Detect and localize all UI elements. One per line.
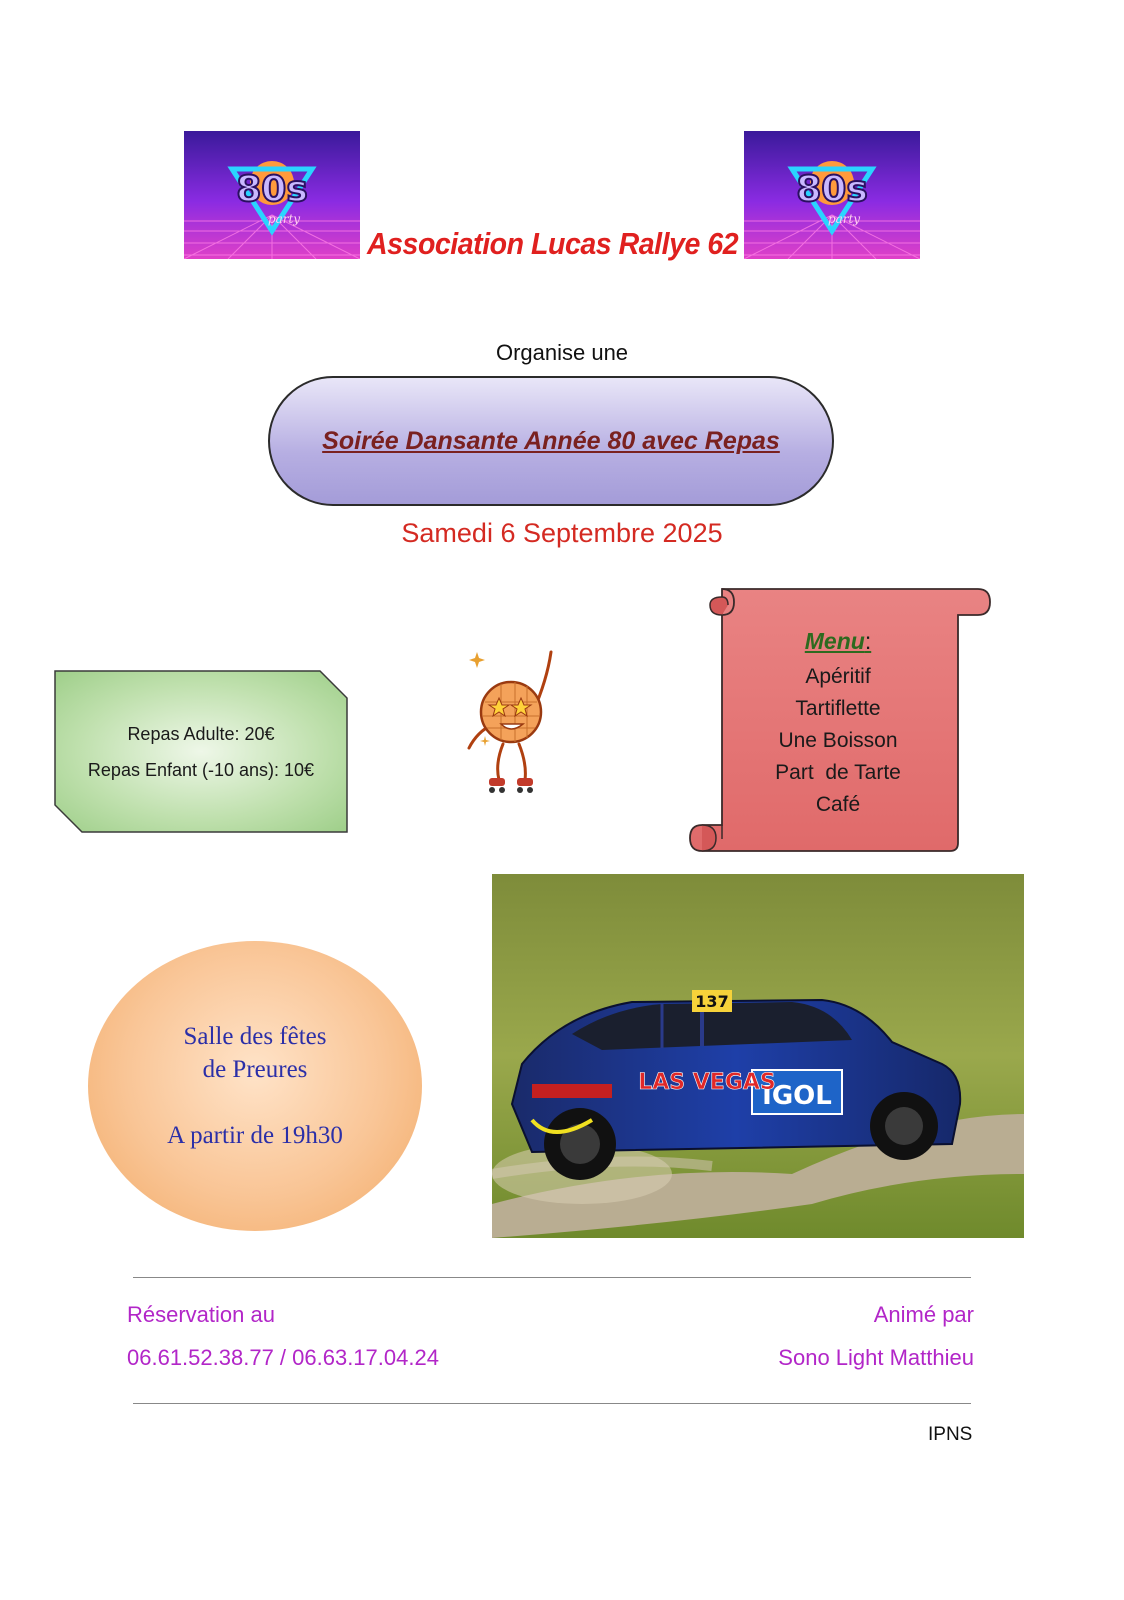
venue-line-1: Salle des fêtes: [183, 1023, 327, 1050]
venue-line-2: de Preures: [202, 1056, 308, 1083]
intro-text: Organise une: [495, 340, 629, 365]
footer-divider-top: [133, 1277, 971, 1278]
reservation-label: Réservation au: [127, 1302, 275, 1327]
logo-80s-left: [184, 131, 360, 259]
venue-oval: [88, 941, 422, 1231]
menu-item: Une Boisson: [778, 729, 898, 752]
reservation-phones: 06.61.52.38.77 / 06.63.17.04.24: [127, 1345, 439, 1370]
anime-label: Animé par: [873, 1302, 974, 1327]
photo-sponsor-igol: IGOL: [762, 1081, 832, 1111]
footer-divider-bottom: [133, 1403, 971, 1404]
event-name-banner: [268, 376, 834, 506]
svg-text:80s: 80s: [236, 169, 308, 210]
price-adult: Repas Adulte: 20€: [127, 723, 275, 744]
svg-text:party: party: [267, 212, 301, 226]
menu-item: Café: [815, 793, 861, 816]
menu-title-colon: :: [864, 628, 872, 654]
association-title: Association Lucas Rallye 62: [367, 226, 739, 261]
photo-car-number: 137: [695, 992, 729, 1011]
price-child: Repas Enfant (-10 ans): 10€: [87, 759, 315, 780]
menu-scroll: [688, 585, 992, 855]
photo-sponsor-vegas: LAS VEGAS: [638, 1070, 776, 1095]
logo-80s-right: [744, 131, 920, 259]
anime-by: Sono Light Matthieu: [778, 1345, 974, 1370]
event-name: Soirée Dansante Année 80 avec Repas: [322, 426, 780, 455]
svg-text:80s: 80s: [796, 169, 868, 210]
menu-item: Apéritif: [805, 665, 871, 688]
menu-item: Tartiflette: [795, 697, 881, 720]
menu-title: Menu: [804, 628, 865, 654]
svg-text:party: party: [827, 212, 861, 226]
ipns-mention: IPNS: [928, 1424, 973, 1445]
disco-ball-mascot-icon: [455, 640, 570, 800]
rally-car-photo: [492, 874, 1024, 1238]
menu-item: Part de Tarte: [775, 761, 901, 784]
venue-time: A partir de 19h30: [167, 1122, 343, 1149]
event-date: Samedi 6 Septembre 2025: [401, 518, 723, 548]
price-box: [54, 670, 348, 833]
